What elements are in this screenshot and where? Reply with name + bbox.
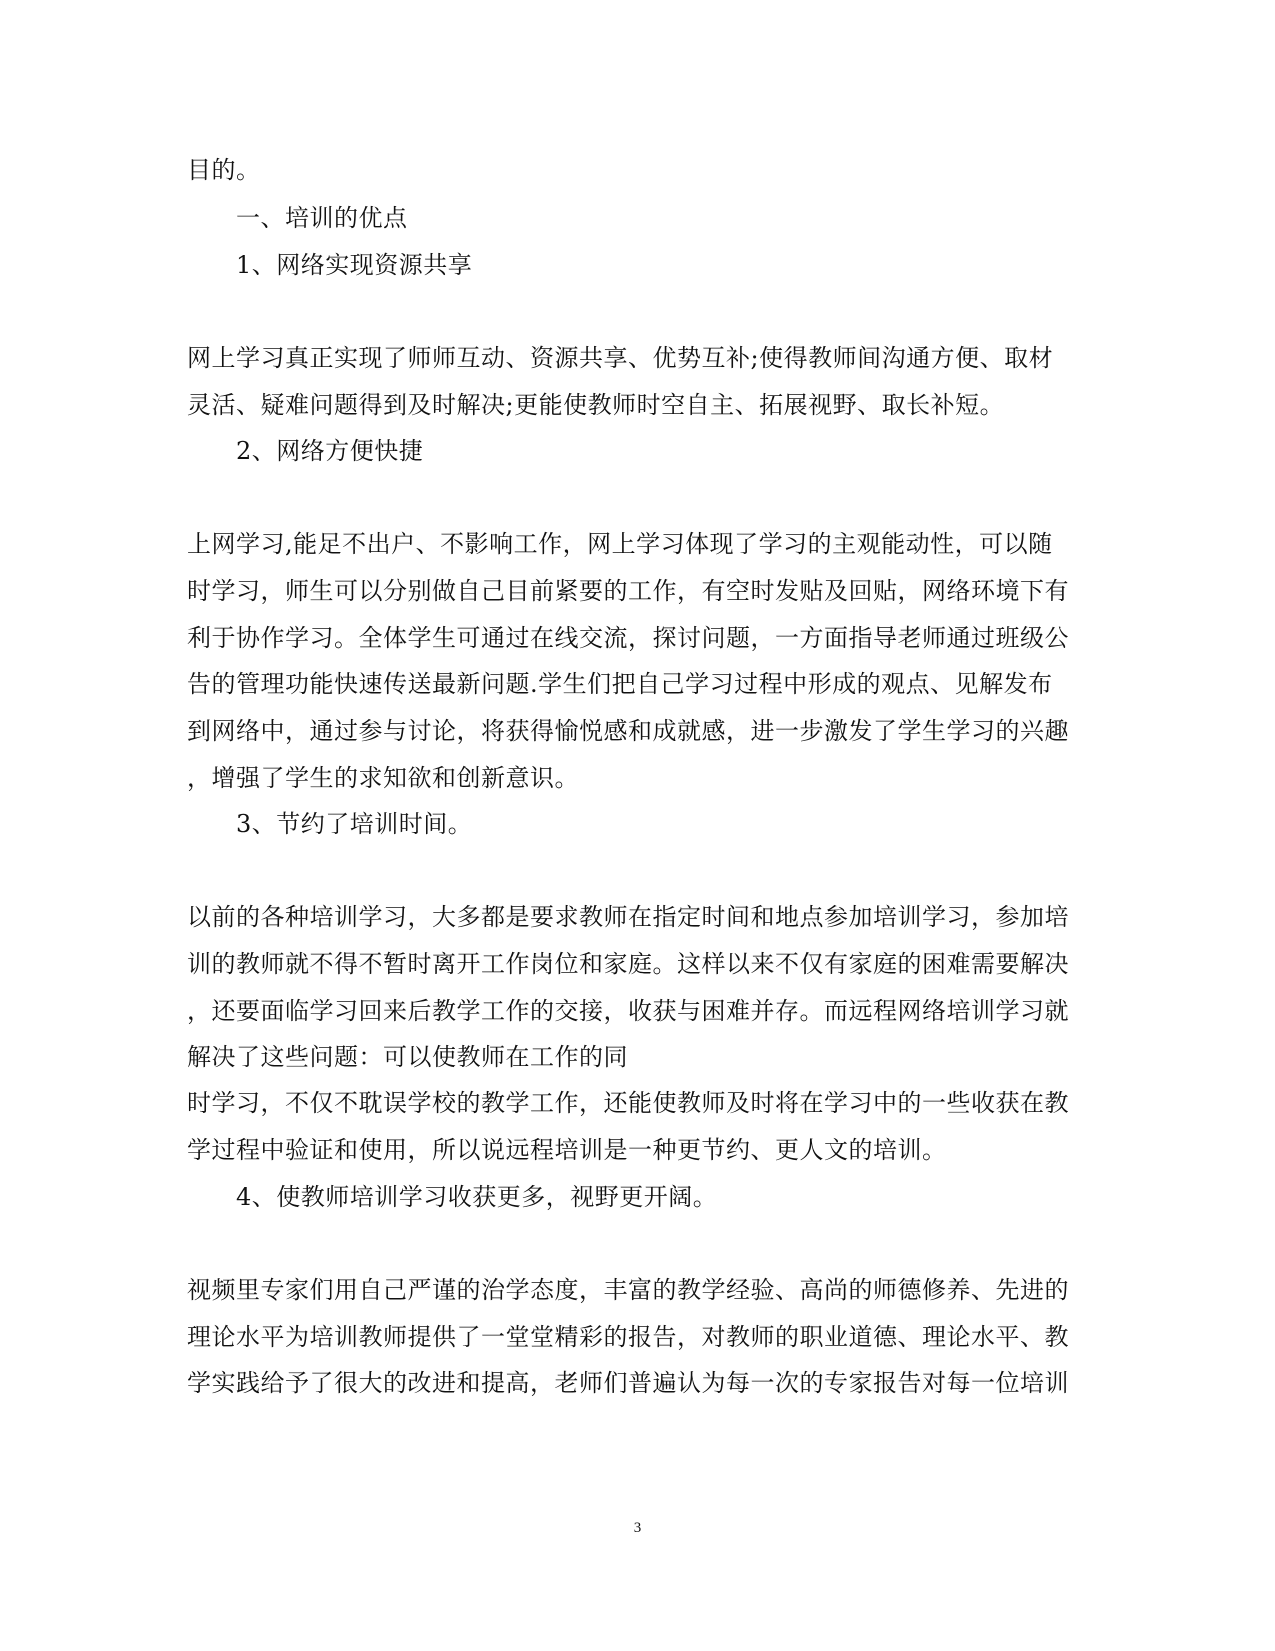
text-line: 学过程中验证和使用，所以说远程培训是一种更节约、更人文的培训。	[187, 1136, 947, 1164]
text-line: 以前的各种培训学习，大多都是要求教师在指定时间和地点参加培训学习，参加培	[187, 903, 1069, 931]
text-line: 目的。	[187, 156, 261, 184]
text-line: 上网学习,能足不出户、不影响工作，网上学习体现了学习的主观能动性，可以随	[187, 530, 1053, 558]
text-line: 时学习，不仅不耽误学校的教学工作，还能使教师及时将在学习中的一些收获在教	[187, 1089, 1069, 1117]
text-line: 告的管理功能快速传送最新问题.学生们把自己学习过程中形成的观点、见解发布	[187, 670, 1053, 698]
section-heading: 一、培训的优点	[236, 204, 408, 232]
text-line: 时学习，师生可以分别做自己目前紧要的工作，有空时发贴及回贴，网络环境下有	[187, 577, 1069, 605]
text-line: 理论水平为培训教师提供了一堂堂精彩的报告，对教师的职业道德、理论水平、教	[187, 1323, 1069, 1351]
text-line: 解决了这些问题：可以使教师在工作的同	[187, 1043, 628, 1071]
subsection-heading: 3、节约了培训时间。	[236, 810, 473, 838]
subsection-heading: 4、使教师培训学习收获更多，视野更开阔。	[236, 1183, 718, 1211]
subsection-heading: 2、网络方便快捷	[236, 437, 424, 465]
text-line: 网上学习真正实现了师师互动、资源共享、优势互补;使得教师间沟通方便、取材	[187, 344, 1054, 372]
text-line: 利于协作学习。全体学生可通过在线交流，探讨问题，一方面指导老师通过班级公	[187, 624, 1069, 652]
text-line: 灵活、疑难问题得到及时解决;更能使教师时空自主、拓展视野、取长补短。	[187, 391, 1005, 419]
text-line: ，增强了学生的求知欲和创新意识。	[187, 764, 579, 792]
text-line: 训的教师就不得不暂时离开工作岗位和家庭。这样以来不仅有家庭的困难需要解决	[187, 950, 1069, 978]
page-number: 3	[633, 1520, 642, 1536]
text-line: 学实践给予了很大的改进和提高，老师们普遍认为每一次的专家报告对每一位培训	[187, 1369, 1069, 1397]
text-line: 到网络中，通过参与讨论，将获得愉悦感和成就感，进一步激发了学生学习的兴趣	[187, 717, 1069, 745]
text-line: ，还要面临学习回来后教学工作的交接，收获与困难并存。而远程网络培训学习就	[187, 997, 1069, 1025]
subsection-heading: 1、网络实现资源共享	[236, 251, 473, 279]
text-line: 视频里专家们用自己严谨的治学态度，丰富的教学经验、高尚的师德修养、先进的	[187, 1276, 1069, 1304]
